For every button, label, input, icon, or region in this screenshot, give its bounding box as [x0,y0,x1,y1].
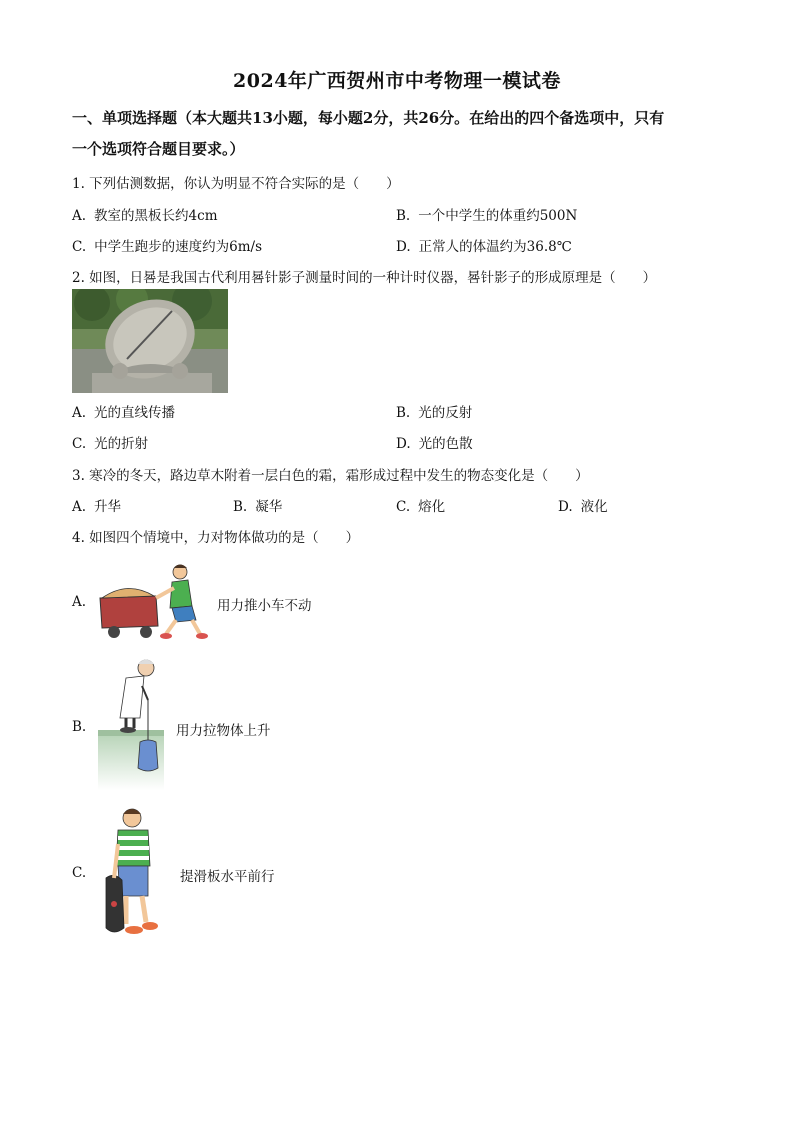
option-text: 光的直线传播 [94,405,176,421]
option-text: 光的色散 [418,436,473,452]
question-3-option-a[interactable] [72,495,121,515]
option-text: 熔化 [418,499,446,515]
question-1-option-a[interactable] [72,204,218,224]
option-text: 教室的黑板长约4cm [94,208,218,224]
question-4-option-a-caption: 用力推小车不动 [217,598,312,614]
question-3-option-d[interactable] [558,495,608,515]
option-letter: C. [72,239,87,255]
question-3-option-b[interactable] [233,495,282,515]
option-letter: A. [72,405,87,421]
lift-object-illustration [96,656,172,790]
option-text: 正常人的体温约为36.8℃ [418,239,572,255]
option-text: 中学生跑步的速度约为6m/s [94,239,263,255]
section-heading-line1: 一、单项选择题（本大题共13小题，每小题2分，共26分。在给出的四个备选项中，只有 [72,109,665,127]
question-1-option-c[interactable] [72,235,262,255]
option-letter: D. [396,239,411,255]
option-letter: A. [72,499,87,515]
question-2-option-a[interactable] [72,401,175,421]
question-1-option-d[interactable] [396,235,572,255]
push-cart-illustration [96,562,214,642]
option-letter: A. [72,208,87,224]
question-4-option-c-letter[interactable]: C. [72,865,87,881]
question-4-option-a-letter[interactable]: A. [72,594,87,610]
question-4-option-c-caption: 提滑板水平前行 [180,869,275,885]
option-letter: D. [396,436,411,452]
question-3-option-c[interactable] [396,495,445,515]
question-1-option-b[interactable] [396,204,577,224]
question-2-option-c[interactable] [72,432,148,452]
carry-skateboard-illustration [102,804,164,940]
option-text: 液化 [580,499,608,515]
option-letter: C. [72,436,87,452]
question-4-stem: 4. 如图四个情境中，力对物体做功的是（ ） [72,530,360,546]
question-4-option-b-letter[interactable]: B. [72,719,87,735]
section-heading [72,103,732,165]
option-text: 凝华 [255,499,283,515]
question-2-stem: 2. 如图，日晷是我国古代利用晷针影子测量时间的一种计时仪器，晷针影子的形成原理是（ ） [72,270,657,286]
option-letter: B. [396,405,411,421]
question-3-stem: 3. 寒冷的冬天，路边草木附着一层白色的霜，霜形成过程中发生的物态变化是（ ） [72,468,589,484]
option-letter: B. [233,499,248,515]
option-text: 光的折射 [94,436,149,452]
option-text: 一个中学生的体重约500N [418,208,578,224]
option-letter: C. [396,499,411,515]
option-text: 升华 [94,499,122,515]
sundial-photo [72,289,228,393]
option-letter: D. [558,499,573,515]
question-1-stem: 1. 下列估测数据，你认为明显不符合实际的是（ ） [72,176,400,192]
question-2-option-b[interactable] [396,401,472,421]
option-text: 光的反射 [418,405,473,421]
question-4-option-b-caption: 用力拉物体上升 [176,723,271,739]
question-2-option-d[interactable] [396,432,473,452]
page-title: 2024年广西贺州市中考物理一模试卷 [233,70,561,92]
section-heading-line2: 一个选项符合题目要求。） [72,140,245,158]
option-letter: B. [396,208,411,224]
